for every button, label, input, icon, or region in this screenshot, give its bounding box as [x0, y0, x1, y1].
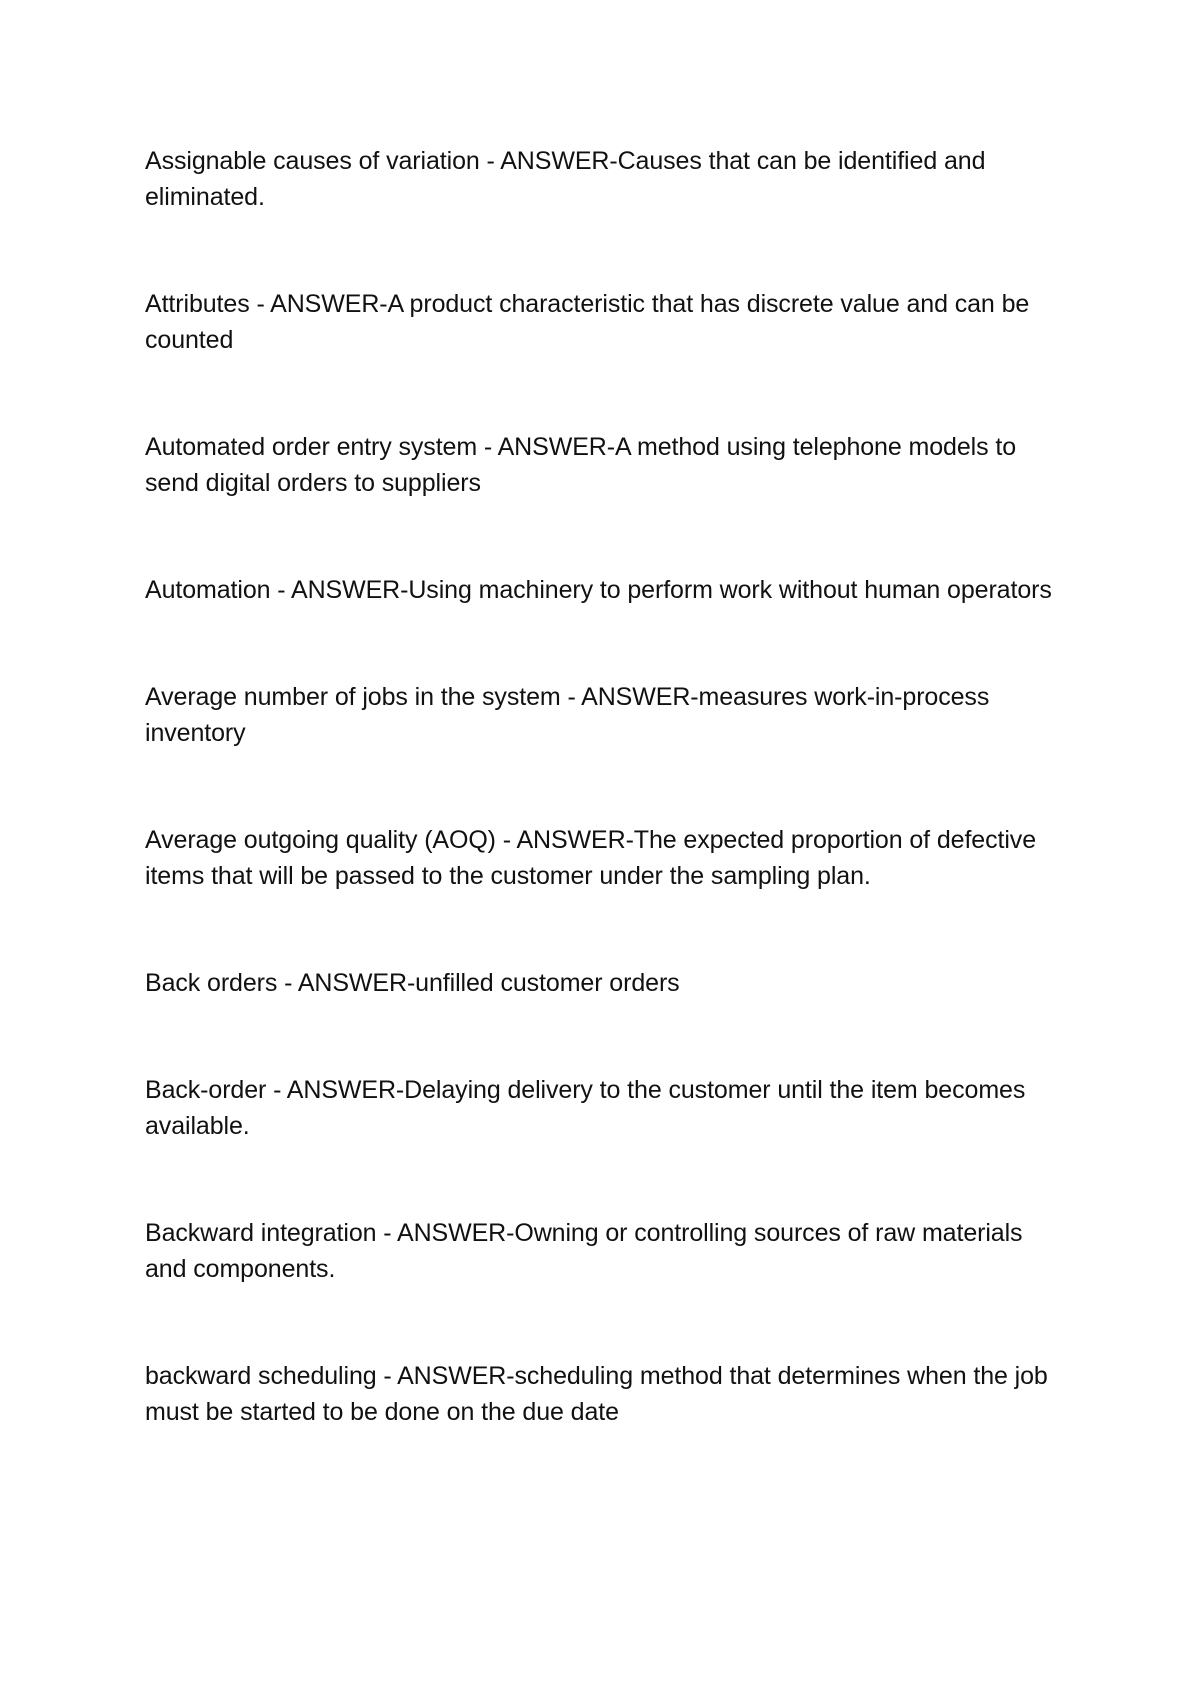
- glossary-entry: Back-order - ANSWER-Delaying delivery to the customer until the item becomes available.: [145, 1076, 1026, 1140]
- glossary-entry: backward scheduling - ANSWER-scheduling method that determines when the job must be started to be done on the due date: [145, 1362, 1048, 1426]
- glossary-entry: Assignable causes of variation - ANSWER-Causes that can be identified and eliminated.: [145, 147, 986, 211]
- glossary-entry: Backward integration - ANSWER-Owning or controlling sources of raw materials and components.: [145, 1219, 1023, 1283]
- glossary-entry: Automation - ANSWER-Using machinery to perform work without human operators: [145, 576, 1052, 604]
- glossary-entry: Attributes - ANSWER-A product characteristic that has discrete value and can be counted: [145, 290, 1030, 354]
- glossary-list: [145, 143, 1065, 1501]
- glossary-entry: Automated order entry system - ANSWER-A method using telephone models to send digital orders to suppliers: [145, 433, 1016, 497]
- glossary-entry: Back orders - ANSWER-unfilled customer orders: [145, 969, 680, 997]
- glossary-entry: Average outgoing quality (AOQ) - ANSWER-The expected proportion of defective items that will be passed to the customer under the sampling plan.: [145, 826, 1037, 890]
- glossary-entry: Average number of jobs in the system - ANSWER-measures work-in-process inventory: [145, 683, 990, 747]
